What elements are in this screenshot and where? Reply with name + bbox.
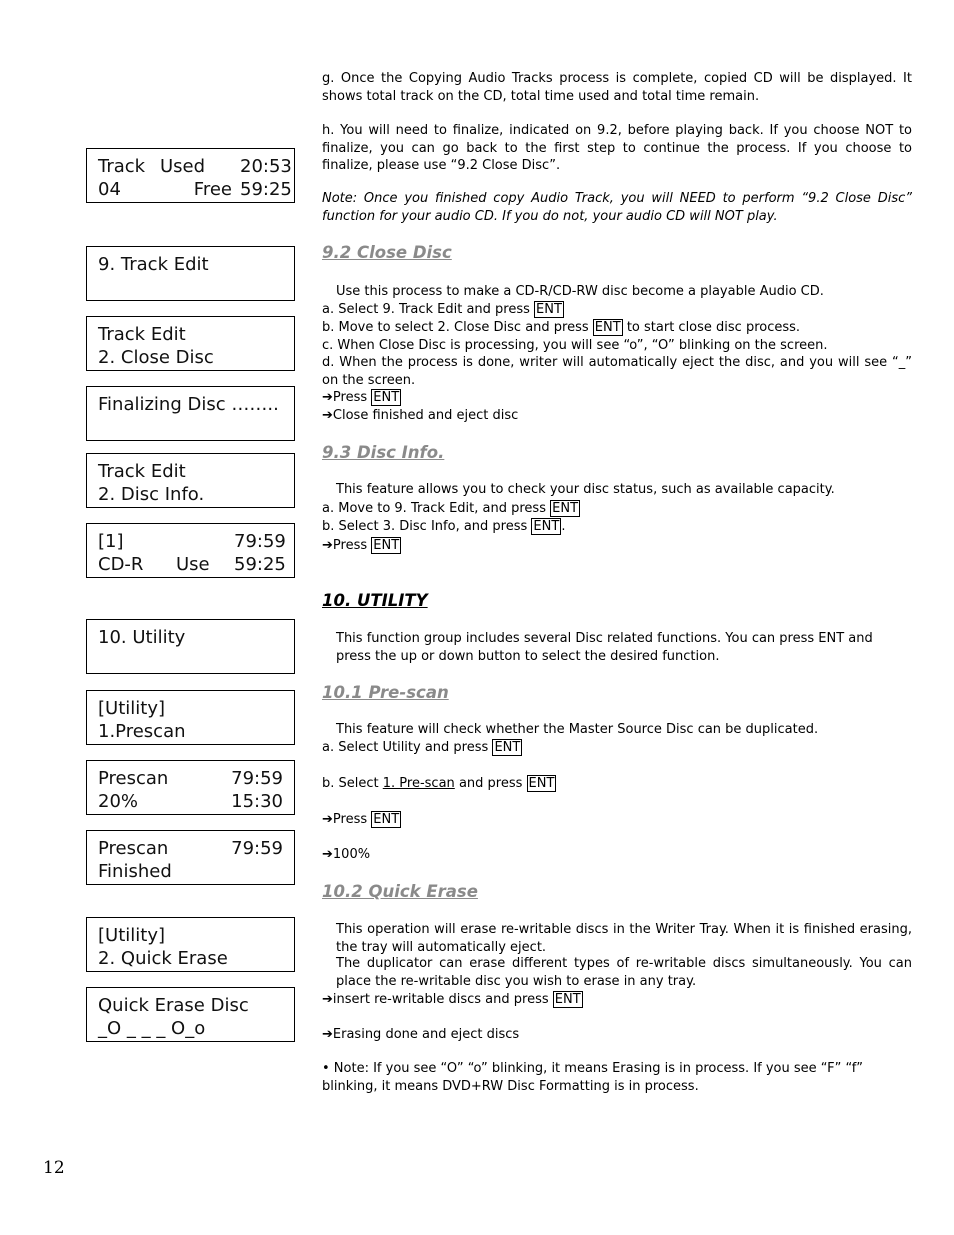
lcd-prescan-done (86, 830, 295, 885)
step-a (322, 739, 522, 757)
lcd-text: 59:25 (234, 554, 286, 575)
step-text: b. Move to select 2. Close Disc and press (322, 320, 589, 335)
prescan-menu-ref: 1. Pre-scan (382, 776, 455, 791)
lcd-text: Prescan (98, 768, 169, 789)
arrow-icon: ➔ (322, 1027, 333, 1042)
step-b (322, 319, 800, 337)
lcd-disc-info-result (86, 523, 295, 578)
lcd-text: [Utility] (98, 925, 165, 946)
ent-key: ENT (494, 740, 521, 755)
press-ent-line (322, 537, 401, 555)
step-text: 100% (332, 847, 371, 862)
lcd-text: Finished (98, 861, 172, 882)
lcd-text: 10. Utility (98, 627, 186, 648)
lcd-utility-menu (86, 619, 295, 674)
ent-key: ENT (536, 302, 562, 317)
lcd-text: _O _ _ _ O_o (98, 1018, 206, 1039)
step-text: Press (332, 390, 368, 405)
lcd-text: Used (160, 156, 206, 177)
section-heading-10-1: 10.1 Pre-scan (322, 683, 449, 702)
page-number: 12 (43, 1158, 65, 1178)
step-text: to start close disc process. (626, 320, 801, 335)
lcd-text: [1] (98, 531, 124, 552)
ent-key: ENT (533, 519, 560, 534)
step-a (322, 301, 564, 319)
lcd-close-disc-menu (86, 316, 295, 371)
lcd-text: 20% (98, 791, 139, 812)
arrow-icon: ➔ (322, 812, 333, 827)
lcd-text: 79:59 (231, 768, 283, 789)
lcd-prescan-progress (86, 760, 295, 815)
step-b (322, 775, 556, 793)
lcd-text: Track Edit (98, 461, 186, 482)
lcd-text: Track (98, 156, 146, 177)
step-text: Erasing done and eject discs (332, 1027, 520, 1042)
section-heading-9-2: 9.2 Close Disc (322, 243, 452, 262)
section-intro: Use this process to make a CD-R/CD-RW disc become a playable Audio CD. (336, 284, 824, 299)
step-a (322, 500, 580, 518)
lcd-text: 20:53 (240, 156, 292, 177)
ent-key: ENT (373, 390, 400, 405)
insert-disc-line (322, 991, 583, 1009)
step-text: a. Move to 9. Track Edit, and press (322, 501, 546, 516)
section-heading-10-2: 10.2 Quick Erase (322, 882, 478, 901)
step-text: Press (332, 538, 368, 553)
lcd-text: Free (193, 179, 232, 200)
section-intro: This operation will erase re-writable discs in the Writer Tray. When it is finished erasing, the tray will automatically eject. (336, 922, 912, 955)
progress-line (322, 846, 370, 864)
lcd-text: 2. Quick Erase (98, 948, 228, 969)
erasing-done-line (322, 1026, 519, 1044)
lcd-text: 1.Prescan (98, 721, 186, 742)
lcd-text: Quick Erase Disc (98, 995, 249, 1016)
ent-key: ENT (552, 501, 579, 516)
lcd-quick-erase-progress (86, 987, 295, 1042)
paragraph-h: h. You will need to finalize, indicated on 9.2, before playing back. If you choose NOT to finalize, you can go back to the first step to continue the process. If you choose to finalize, please use “9.2 Close Disc”. (322, 123, 912, 173)
step-text: and press (458, 776, 523, 791)
section-intro: This feature allows you to check your disc status, such as available capacity. (336, 482, 835, 497)
lcd-track-used (86, 148, 295, 203)
press-ent-line (322, 811, 401, 829)
lcd-text: 79:59 (231, 838, 283, 859)
note-copy-audio: Note: Once you finished copy Audio Track, you will NEED to perform “9.2 Close Disc” function for your audio CD. If you do not, your audio CD will NOT play. (322, 191, 912, 224)
lcd-track-edit-menu (86, 246, 295, 301)
arrow-icon: ➔ (322, 992, 333, 1007)
ent-key: ENT (554, 992, 581, 1007)
lcd-text: 79:59 (234, 531, 286, 552)
press-ent-line (322, 389, 401, 407)
section-intro-2: The duplicator can erase different types of re-writable discs simultaneously. You can place the re-writable disc you wish to erase in any tray. (336, 956, 912, 989)
ent-key: ENT (373, 538, 400, 553)
step-text: b. Select 3. Disc Info, and press (322, 519, 528, 534)
section-intro: This feature will check whether the Master Source Disc can be duplicated. (336, 722, 819, 737)
lcd-prescan-menu (86, 690, 295, 745)
lcd-text: Use (176, 554, 210, 575)
note-erasing: • Note: If you see “O” “o” blinking, it means Erasing is in process. If you see “F” “f” blinking, it means DVD+RW Disc Formatting is in process. (322, 1061, 864, 1094)
lcd-disc-info-menu (86, 453, 295, 508)
lcd-text: Prescan (98, 838, 169, 859)
lcd-text: 2. Close Disc (98, 347, 214, 368)
paragraph-g: g. Once the Copying Audio Tracks process is complete, copied CD will be displayed. It shows total track on the CD, total time used and total time remain. (322, 71, 912, 104)
step-text: Close finished and eject disc (332, 408, 519, 423)
step-b: b. Select 3. Disc Info, and press ENT . (322, 519, 566, 534)
step-text: insert re-writable discs and press (332, 992, 549, 1007)
lcd-quick-erase-menu (86, 917, 295, 972)
lcd-text: Finalizing Disc …….. (98, 394, 279, 415)
ent-key: ENT (594, 320, 621, 335)
step-text: a. Select Utility and press (322, 740, 489, 755)
step-c: c. When Close Disc is processing, you will see “o”, “O” blinking on the screen. (322, 338, 828, 353)
arrow-icon: ➔ (322, 408, 333, 423)
lcd-text: 2. Disc Info. (98, 484, 205, 505)
ent-key: ENT (373, 812, 400, 827)
section-heading-9-3: 9.3 Disc Info. (322, 443, 445, 462)
lcd-text: 59:25 (240, 179, 292, 200)
close-finished-line (322, 407, 518, 425)
arrow-icon: ➔ (322, 847, 333, 862)
step-text: a. Select 9. Track Edit and press (322, 302, 530, 317)
section-heading-10: 10. UTILITY (322, 591, 428, 610)
lcd-finalizing (86, 386, 295, 441)
lcd-text: 15:30 (231, 791, 283, 812)
arrow-icon: ➔ (322, 538, 333, 553)
lcd-text: Track Edit (98, 324, 186, 345)
arrow-icon: ➔ (322, 390, 333, 405)
lcd-text: [Utility] (98, 698, 165, 719)
step-text: Press (332, 812, 368, 827)
lcd-text: CD-R (98, 554, 144, 575)
section-intro: This function group includes several Disc related functions. You can press ENT and press the up or down button to select the desired function. (336, 631, 873, 664)
lcd-text: 9. Track Edit (98, 254, 209, 275)
lcd-text: 04 (98, 179, 121, 200)
step-d: d. When the process is done, writer will automatically eject the disc, and you will see “_” on the screen. (322, 355, 912, 388)
step-text: b. Select (322, 776, 379, 791)
ent-key: ENT (528, 776, 555, 791)
